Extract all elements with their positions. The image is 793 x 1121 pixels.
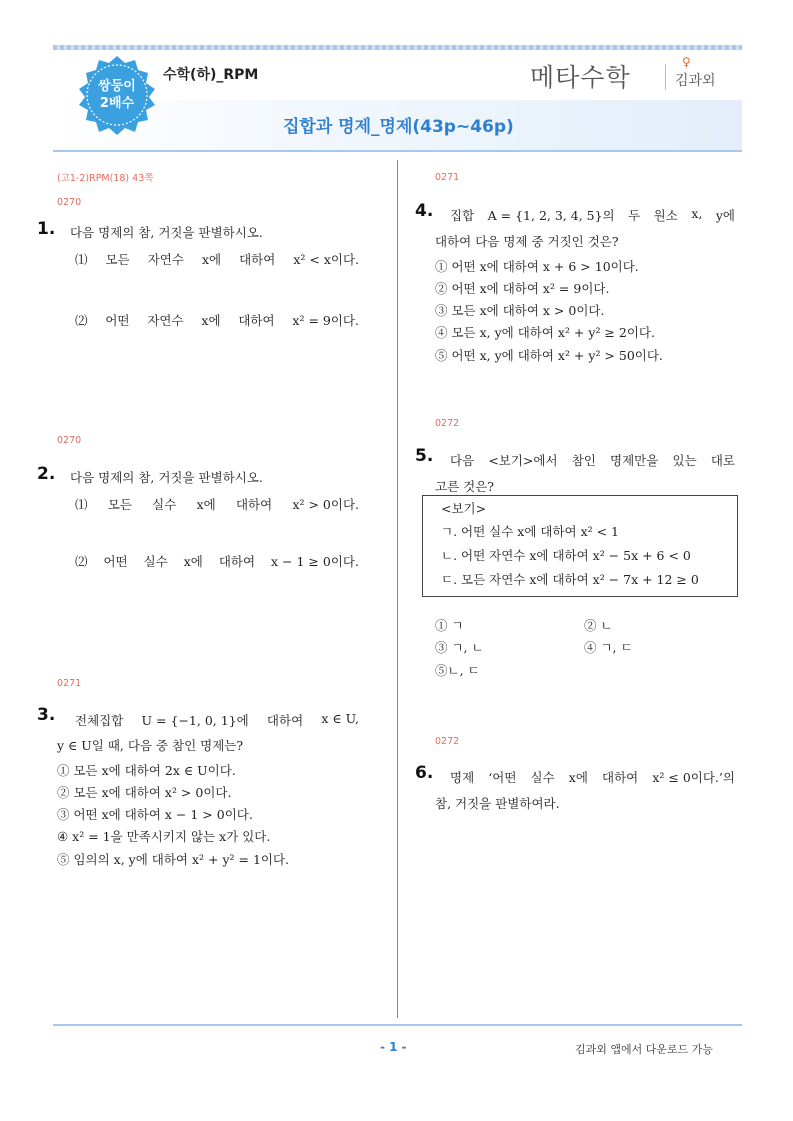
question-number: 3.	[37, 705, 56, 725]
question-stem	[75, 711, 359, 729]
bogi-title: <보기>	[441, 501, 487, 516]
footer-note: 김과외 앱에서 다운로드 가능	[575, 1043, 714, 1056]
item-number: ⑵	[75, 554, 88, 569]
choice: ① 모든 x에 대하여 2x ∈ U이다.	[57, 763, 236, 778]
question-number: 6.	[415, 763, 434, 783]
stem-text: <보기>에서	[488, 453, 558, 468]
question-stem: 대하여 다음 명제 중 거짓인 것은?	[435, 234, 619, 249]
stem-text: y에	[715, 208, 735, 223]
item-text: 대하여	[235, 497, 273, 512]
question-code: 0271	[435, 172, 460, 183]
stem-text: 다음	[450, 453, 475, 468]
footer-line	[53, 1024, 742, 1026]
stem-text: 대로	[710, 453, 735, 468]
question-item	[75, 250, 359, 268]
question-stem	[450, 768, 735, 786]
logo-separator	[665, 64, 666, 90]
item-text: 어떤	[105, 313, 130, 328]
question-stem: y ∈ U일 때, 다음 중 참인 명제는?	[57, 738, 244, 753]
choice: ① ㄱ	[435, 618, 464, 633]
item-text: x − 1 ≥ 0이다.	[271, 554, 359, 569]
stem-text: 두	[628, 208, 641, 223]
item-text: 대하여	[238, 313, 275, 328]
question-item	[75, 311, 359, 329]
stem-text: x² ≤ 0이다.’의	[652, 770, 735, 785]
question-item	[75, 495, 359, 513]
question-code: 0271	[57, 678, 82, 689]
source-label: (고1-2)RPM(18) 43쪽	[57, 173, 154, 184]
question-item	[75, 552, 359, 570]
choice: ③ 모든 x에 대하여 x > 0이다.	[435, 303, 605, 318]
stem-text: 전체집합	[75, 713, 124, 728]
badge-line-2: 2배수	[99, 96, 135, 111]
item-text: x에	[201, 252, 222, 267]
subject-label: 수학(하)_RPM	[163, 67, 259, 83]
badge-line-1: 쌍둥이	[98, 79, 136, 94]
item-text: x² > 0이다.	[292, 497, 359, 512]
item-number: ⑴	[75, 252, 88, 267]
question-code: 0272	[435, 418, 460, 429]
question-stem: 고른 것은?	[435, 479, 494, 494]
question-stem	[450, 451, 735, 469]
bogi-item: ㄷ. 모든 자연수 x에 대하여 x² − 7x + 12 ≥ 0	[441, 572, 699, 587]
bogi-item: ㄴ. 어떤 자연수 x에 대하여 x² − 5x + 6 < 0	[441, 548, 691, 563]
item-text: 모든	[107, 497, 132, 512]
person-icon: ♀	[682, 55, 691, 69]
choice: ② ㄴ	[584, 618, 613, 633]
question-stem	[450, 206, 735, 224]
item-text: 자연수	[147, 252, 184, 267]
header-stripe	[53, 45, 742, 50]
item-text: 대하여	[218, 554, 256, 569]
stem-text: 실수	[530, 770, 555, 785]
choice: ④ ㄱ, ㄷ	[584, 640, 633, 655]
choice: ② 어떤 x에 대하여 x² = 9이다.	[435, 281, 610, 296]
item-text: 자연수	[147, 313, 184, 328]
item-text: x에	[201, 313, 221, 328]
bogi-item: ㄱ. 어떤 실수 x에 대하여 x² < 1	[441, 524, 619, 539]
stem-text: A = {1, 2, 3, 4, 5}의	[487, 208, 615, 223]
stem-text: 참인	[571, 453, 596, 468]
question-code: 0270	[57, 197, 82, 208]
stem-text: x ∈ U,	[321, 711, 359, 726]
choice: ② 모든 x에 대하여 x² > 0이다.	[57, 785, 232, 800]
stem-text: 대하여	[602, 770, 639, 785]
stem-text: 집합	[450, 208, 475, 223]
item-text: x² < x이다.	[293, 252, 359, 267]
choice: ⑤ 어떤 x, y에 대하여 x² + y² > 50이다.	[435, 348, 663, 363]
question-number: 4.	[415, 201, 434, 221]
question-code: 0272	[435, 736, 460, 747]
logo-main: 메타수학	[530, 63, 631, 92]
item-text: 대하여	[239, 252, 276, 267]
question-number: 1.	[37, 219, 56, 239]
choice: ③ ㄱ, ㄴ	[435, 640, 484, 655]
stem-text: 명제만을	[610, 453, 659, 468]
question-code: 0270	[57, 435, 82, 446]
stem-text: 명제	[450, 770, 475, 785]
stem-text: 있는	[672, 453, 697, 468]
item-number: ⑴	[75, 497, 88, 512]
page-number: - 1 -	[380, 1040, 407, 1054]
item-text: 실수	[143, 554, 168, 569]
choice: ④ 모든 x, y에 대하여 x² + y² ≥ 2이다.	[435, 325, 655, 340]
item-number: ⑵	[75, 313, 88, 328]
badge-label	[76, 78, 158, 112]
item-text: 실수	[152, 497, 177, 512]
stem-text: x,	[691, 206, 703, 221]
choice: ⑤ 임의의 x, y에 대하여 x² + y² = 1이다.	[57, 852, 290, 867]
item-text: x에	[183, 554, 203, 569]
column-divider	[397, 160, 398, 1018]
question-stem: 다음 명제의 참, 거짓을 판별하시오.	[70, 225, 263, 240]
choice: ③ 어떤 x에 대하여 x − 1 > 0이다.	[57, 807, 253, 822]
choice: ④ x² = 1을 만족시키지 않는 x가 있다.	[57, 829, 271, 844]
choice: ① 어떤 x에 대하여 x + 6 > 10이다.	[435, 259, 639, 274]
question-stem: 다음 명제의 참, 거짓을 판별하시오.	[70, 470, 263, 485]
stem-text: 대하여	[266, 713, 304, 728]
choice: ⑤ㄴ, ㄷ	[435, 663, 480, 678]
stem-text: U = {−1, 0, 1}에	[141, 713, 249, 728]
question-stem: 참, 거짓을 판별하여라.	[435, 796, 560, 811]
item-text: 어떤	[103, 554, 128, 569]
stem-text: ‘어떤	[488, 770, 517, 785]
stem-text: 원소	[653, 208, 678, 223]
page-title: 집합과 명제_명제(43p~46p)	[283, 117, 514, 137]
logo-sub: 김과외	[675, 73, 716, 89]
item-text: 모든	[105, 252, 130, 267]
item-text: x² = 9이다.	[292, 313, 359, 328]
question-number: 2.	[37, 464, 56, 484]
item-text: x에	[196, 497, 216, 512]
question-number: 5.	[415, 446, 434, 466]
stem-text: x에	[568, 770, 588, 785]
